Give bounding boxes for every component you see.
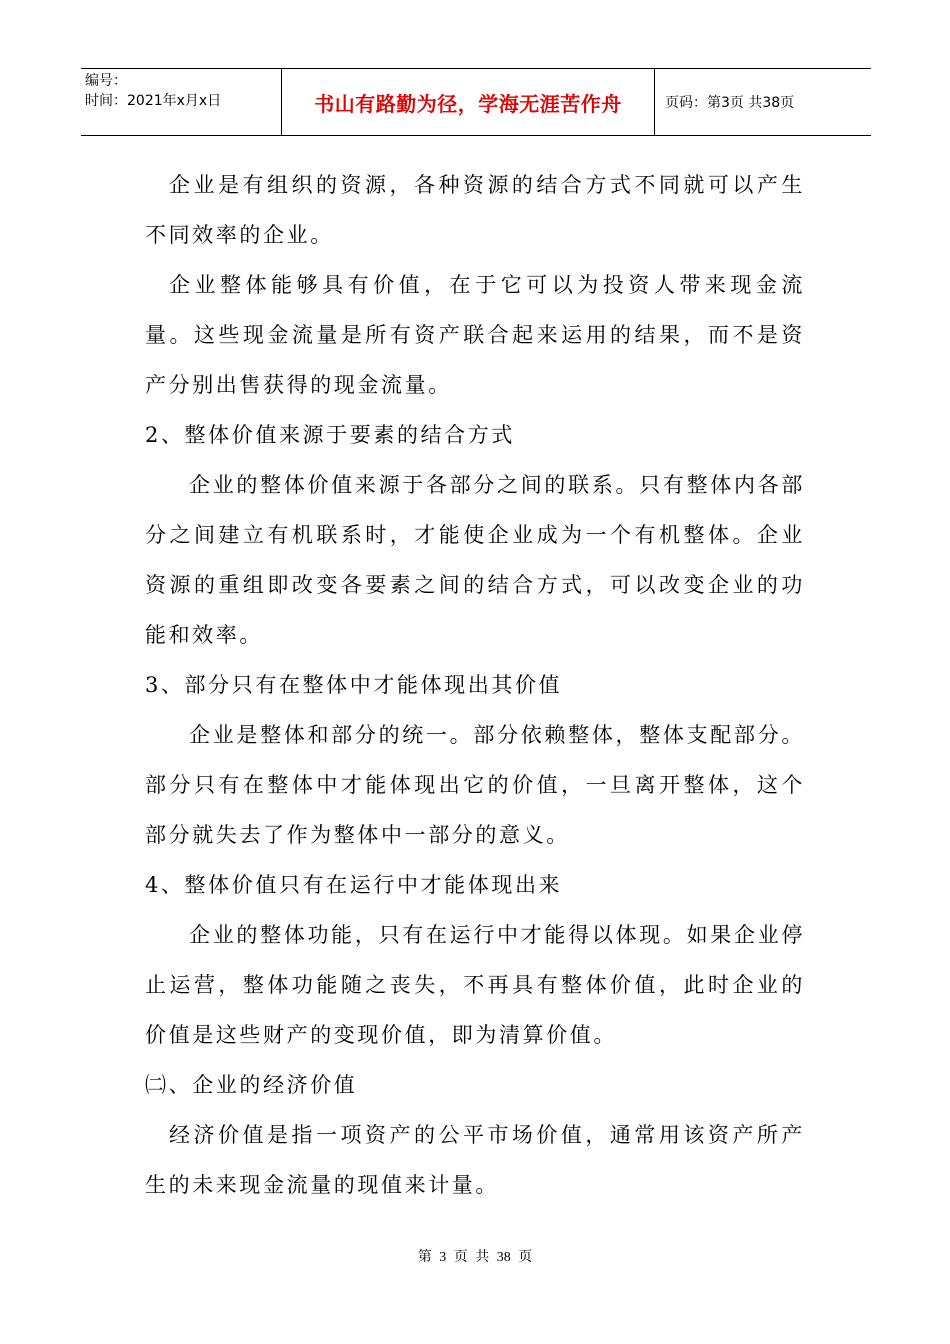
date-label: 时间：2021年x月x日 bbox=[85, 93, 222, 109]
body-paragraph: 企业是整体和部分的统一。部分依赖整体，整体支配部分。部分只有在整体中才能体现出它的价值，一旦离开整体，这个部分就失去了作为整体中一部分的意义。 bbox=[145, 723, 805, 847]
page-info-label: 页码：第3页 共38页 bbox=[665, 95, 795, 111]
header-meta bbox=[81, 69, 282, 135]
document-body bbox=[145, 160, 805, 1210]
page-header bbox=[81, 68, 871, 136]
body-paragraph: 企业整体能够具有价值，在于它可以为投资人带来现金流量。这些现金流量是所有资产联合起来运用的结果，而不是资产分别出售获得的现金流量。 bbox=[145, 273, 805, 397]
section-heading: 2、整体价值来源于要素的结合方式 bbox=[145, 423, 515, 447]
body-paragraph: 企业的整体功能，只有在运行中才能得以体现。如果企业停止运营，整体功能随之丧失，不再具有整体价值，此时企业的价值是这些财产的变现价值，即为清算价值。 bbox=[145, 923, 805, 1047]
header-motto-cell bbox=[282, 69, 655, 135]
body-paragraph: 企业是有组织的资源，各种资源的结合方式不同就可以产生不同效率的企业。 bbox=[145, 173, 805, 247]
header-page-cell bbox=[655, 69, 871, 135]
section-heading: ㈡、企业的经济价值 bbox=[145, 1073, 358, 1097]
doc-number-label: 编号： bbox=[85, 73, 127, 89]
page-footer: 第 3 页 共 38 页 bbox=[417, 1250, 533, 1265]
section-heading: 3、部分只有在整体中才能体现出其价值 bbox=[145, 673, 563, 697]
body-paragraph: 经济价值是指一项资产的公平市场价值，通常用该资产所产生的未来现金流量的现值来计量。 bbox=[145, 1123, 805, 1197]
section-heading: 4、整体价值只有在运行中才能体现出来 bbox=[145, 873, 563, 897]
body-paragraph: 企业的整体价值来源于各部分之间的联系。只有整体内各部分之间建立有机联系时，才能使企业成为一个有机整体。企业资源的重组即改变各要素之间的结合方式，可以改变企业的功能和效率。 bbox=[145, 473, 805, 647]
motto-text: 书山有路勤为径，学海无涯苦作舟 bbox=[314, 91, 622, 116]
